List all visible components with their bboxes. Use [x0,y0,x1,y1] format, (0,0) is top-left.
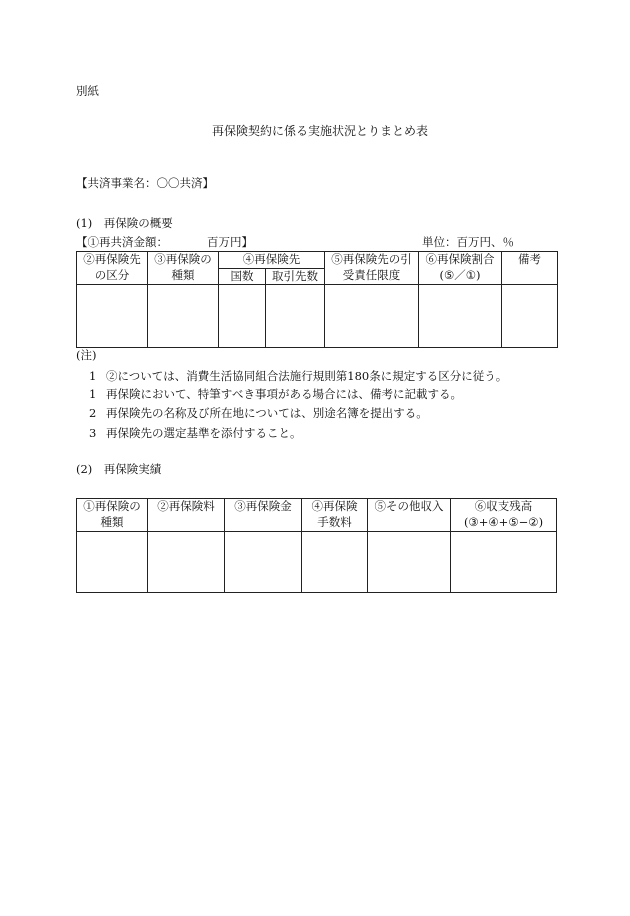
note-text: 再保険先の名称及び所在地については、別途名簿を提出する。 [106,406,428,420]
table-cell[interactable] [419,285,502,348]
header-reinsurers: ④再保険先 [219,252,325,269]
table-cell[interactable] [225,532,302,593]
header-reinsurer-category: ②再保険先 の区分 [77,252,148,285]
table-cell[interactable] [148,532,225,593]
table-cell[interactable] [502,285,558,348]
table-cell[interactable] [325,285,419,348]
section2-heading: (2) 再保険実績 [76,462,162,476]
table-cell[interactable] [302,532,368,593]
header-reinsurance-commission: ④再保険 手数料 [302,499,368,532]
table-cell[interactable] [368,532,451,593]
header-country-count: 国数 [219,268,266,285]
header-other-income: ⑤その他収入 [368,499,451,532]
note-number: 1 [89,387,97,401]
reinsurance-overview-table [76,251,558,348]
header-reinsurance-premium: ②再保険料 [148,499,225,532]
notes-label: (注) [76,348,97,362]
table-cell[interactable] [451,532,557,593]
note-text: 再保険先の選定基準を添付すること。 [106,426,302,440]
header-underwriting-limit: ⑤再保険先の引 受責任限度 [325,252,419,285]
note-number: 2 [89,406,97,420]
table-cell[interactable] [148,285,219,348]
reinsurance-amount-label: 【①再共済金額： [76,235,168,249]
table-cell[interactable] [266,285,325,348]
header-reinsurance-claims: ③再保険金 [225,499,302,532]
table-row [77,532,557,593]
reinsurance-amount-unit: 百万円】 [207,235,253,249]
table-cell[interactable] [77,532,148,593]
header-reinsurance-type: ①再保険の 種類 [77,499,148,532]
note-text: 再保険において、特筆すべき事項がある場合には、備考に記載する。 [106,387,463,401]
table-cell[interactable] [219,285,266,348]
header-counterparty-count: 取引先数 [266,268,325,285]
note-text: ②については、消費生活協同組合法施行規則第180条に規定する区分に従う。 [106,369,508,383]
header-reinsurance-ratio: ⑥再保険割合 (⑤／①) [419,252,502,285]
table-cell[interactable] [77,285,148,348]
note-number: 3 [89,426,97,440]
header-reinsurance-type: ③再保険の 種類 [148,252,219,285]
unit-note: 単位：百万円、％ [422,235,514,249]
reinsurance-results-table [76,498,557,593]
business-name: 【共済事業名：〇〇共済】 [76,176,214,190]
table-row [77,285,558,348]
attachment-label: 別紙 [76,84,99,98]
header-balance: ⑥収支残高 (③+④+⑤−②) [451,499,557,532]
document-title: 再保険契約に係る実施状況とりまとめ表 [212,124,429,138]
section1-heading: (1) 再保険の概要 [76,216,173,230]
note-number: 1 [89,369,97,383]
header-remarks: 備考 [502,252,558,285]
